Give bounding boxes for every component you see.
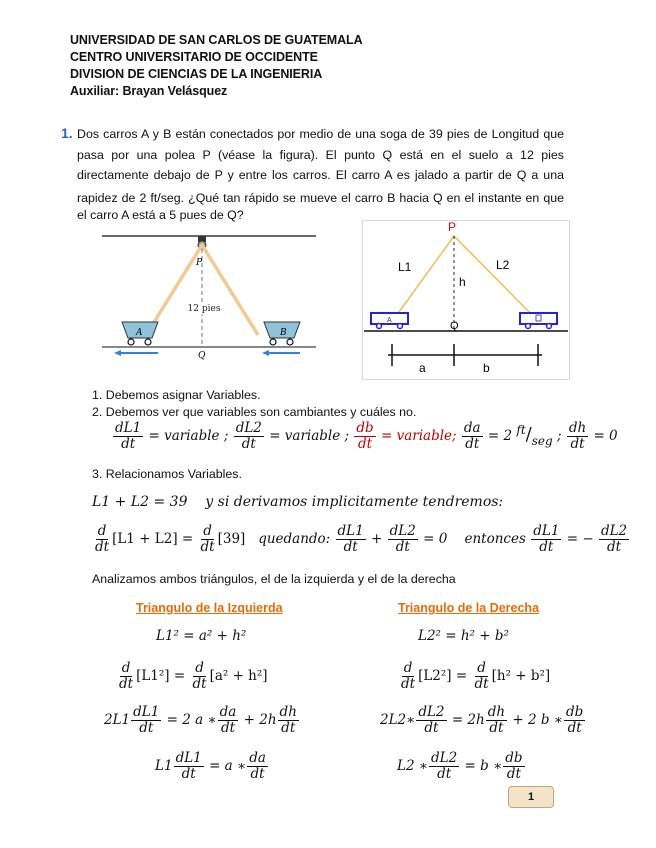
pulley-figure (100, 232, 318, 364)
label-a: a (419, 361, 426, 375)
page-number: 1 (508, 786, 554, 808)
left-triangle-title: Triangulo de la Izquierda (136, 601, 283, 615)
step-3: 3. Relacionamos Variables. (92, 467, 242, 481)
header-center: CENTRO UNIVERSITARIO DE OCCIDENTE (70, 50, 318, 64)
problem-line: el carro A está a 5 pues de Q? (77, 208, 244, 222)
analysis-text: Analizamos ambos triángulos, el de la izquierda y el de la derecha (92, 572, 456, 586)
label-p: P (448, 220, 457, 234)
problem-line: directamente debajo de P y entre los carros. El carro A es jalado a partir de Q a una (77, 168, 564, 182)
problem-line: Dos carros A y B están conectados por medio de una soga de 39 pies de Longitud que (77, 127, 564, 141)
label-height: 12 pies (187, 304, 221, 314)
label-q: Q (198, 351, 206, 361)
problem-statement (77, 124, 564, 222)
problem-line: pasa por una polea P (véase la figura). El punto Q está en el suelo a 12 pies (77, 147, 564, 162)
right-eq-4: L2 ∗ $\frac{dL2}{dt}$ = b ∗ $\frac{db}{dt}$ (397, 750, 523, 782)
header-auxiliar: Auxiliar: Brayan Velásquez (70, 84, 228, 98)
label-l1: L1 (398, 260, 412, 274)
label-h: h (459, 275, 466, 289)
label-p: P (196, 258, 203, 268)
right-eq-2: $\frac{d}{dt}$ [L2²] = $\frac{d}{dt}$ [h² + b²] (401, 660, 551, 692)
right-eq-3: 2L2∗ $\frac{dL2}{dt}$ = 2h $\frac{dh}{dt}$ + 2 b ∗ $\frac{db}{dt}$ (380, 704, 584, 736)
triangle-figure (362, 220, 570, 380)
problem-line: rapidez de 2 ft/seg. ¿Qué tan rápido se mueve el carro B hacia Q en el instante en que (77, 190, 564, 205)
left-eq-3: 2L1 $\frac{dL1}{dt}$ = 2 a ∗ $\frac{da}{dt}$ + 2h $\frac{dh}{dt}$ (104, 704, 297, 736)
left-eq-1: L1² = a² + h² (156, 628, 247, 644)
derivative-equation: $\frac{d}{dt}$ [L1 + L2] = $\frac{d}{dt}$ [39] quedando: $\frac{dL1}{dt}$ + $\frac{dL2}{dt}$ = 0 entonces $\frac{dL1}{dt}$ = − $\frac{dL2}{dt}$ (95, 523, 628, 555)
arrow-left-icon (262, 350, 269, 356)
label-b: B (280, 328, 287, 338)
step-1: 1. Debemos asignar Variables. (92, 388, 261, 402)
header-division: DIVISION DE CIENCIAS DE LA INGENIERIA (70, 67, 323, 81)
left-eq-4: L1 $\frac{dL1}{dt}$ = a ∗ $\frac{da}{dt}$ (155, 750, 266, 782)
arrow-left-icon (114, 350, 121, 356)
header-block (70, 32, 363, 100)
sum-equation: L1 + L2 = 39 y si derivamos implicitamente tendremos: (92, 494, 504, 510)
label-car-a: A (387, 317, 392, 324)
right-triangle-title: Triangulo de la Derecha (398, 601, 540, 615)
label-q: Q (450, 320, 459, 332)
problem-number: 1. (61, 125, 73, 141)
label-b: b (483, 361, 490, 375)
variables-equation: $\frac{dL1}{dt}$ = variable ; $\frac{dL2}{dt}$ = variable ; $\frac{db}{dt}$ = variable; $\frac{da}{dt}$ = 2 ft/seg ; $\frac{dh}{dt}$ = 0 (115, 420, 618, 452)
label-l2: L2 (496, 258, 510, 272)
label-a: A (136, 328, 143, 338)
left-eq-2: $\frac{d}{dt}$ [L1²] = $\frac{d}{dt}$ [a² + h²] (119, 660, 268, 692)
step-2: 2. Debemos ver que variables son cambiantes y cuáles no. (92, 405, 417, 419)
right-eq-1: L2² = h² + b² (418, 628, 509, 644)
header-university: UNIVERSIDAD DE SAN CARLOS DE GUATEMALA (70, 33, 363, 47)
